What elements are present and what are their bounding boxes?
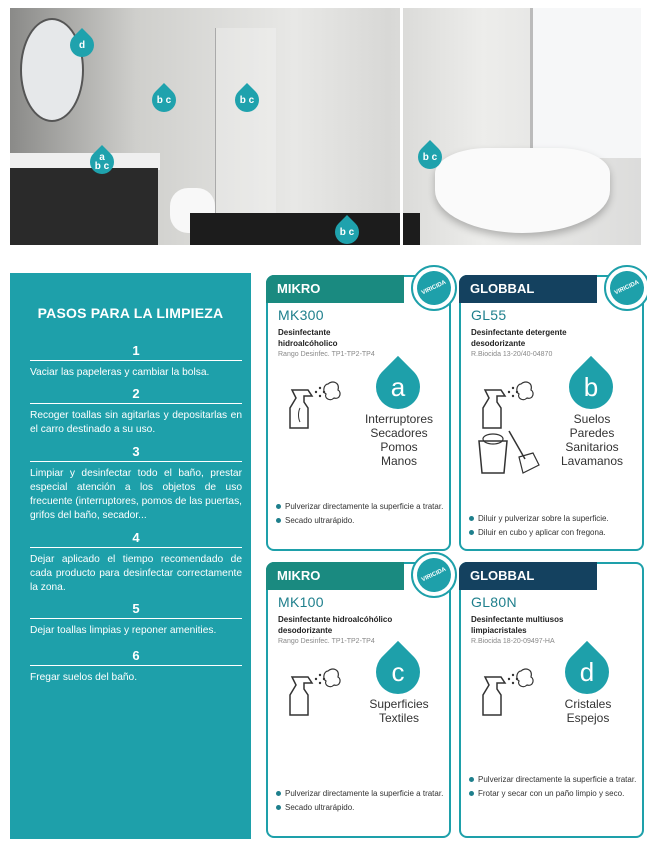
registration: R.Biocida 13-20/40-04870 [471, 351, 553, 358]
product-description: Desinfectante multiusos limpiacristales [471, 615, 564, 635]
location-marker [230, 83, 264, 117]
product-card-mk100 [266, 562, 451, 838]
product-code: GL55 [471, 307, 507, 323]
spray-bottle-icon [282, 372, 342, 430]
instruction-item: Pulverizar directamente la superficie a tratar. [276, 501, 444, 512]
instruction-item: Pulverizar directamente la superficie a tratar. [469, 774, 637, 785]
brand-label: MIKRO [266, 275, 404, 303]
instructions-list [469, 513, 637, 541]
step-number: 5 [30, 601, 242, 619]
registration: Rango Desinfec. TP1-TP2-TP4 [278, 638, 375, 645]
mop-bucket-icon [475, 429, 545, 477]
step-text: Dejar aplicado el tiempo recomendado de cada producto para desinfectar correctamente la zona. [30, 554, 242, 593]
product-description: Desinfectante detergente desodorizante [471, 328, 567, 348]
viricida-badge [604, 265, 647, 311]
usage-letter: c [391, 656, 405, 687]
step-number: 2 [30, 386, 242, 404]
step-5 [30, 601, 242, 638]
steps-title: PASOS PARA LA LIMPIEZA [37, 305, 224, 321]
location-marker [85, 145, 119, 179]
step-text: Fregar suelos del baño. [30, 672, 138, 683]
viricida-badge [411, 265, 457, 311]
registration: Rango Desinfec. TP1-TP2-TP4 [278, 351, 375, 358]
product-code: MK300 [278, 307, 324, 323]
cleaning-steps-panel [10, 273, 251, 839]
bathtub [435, 148, 610, 233]
step-text: Vaciar las papeleras y cambiar la bolsa. [30, 367, 210, 378]
marker-label: d [78, 39, 86, 51]
instruction-item: Diluir en cubo y aplicar con fregona. [469, 527, 637, 538]
usage-letter: a [390, 371, 406, 402]
step-number: 1 [30, 343, 242, 361]
marker-label: b c [239, 94, 255, 106]
viricida-badge [411, 552, 457, 598]
instructions-list [276, 501, 444, 529]
step-number: 6 [30, 648, 242, 666]
product-card-gl80n [459, 562, 644, 838]
letter-drop [556, 641, 618, 703]
location-marker [413, 140, 447, 174]
badge-text: VIRICIDA [411, 265, 456, 310]
marker-label: b c [339, 226, 355, 238]
instruction-item: Diluir y pulverizar sobre la superficie. [469, 513, 637, 524]
step-4 [30, 530, 242, 595]
brand-label: MIKRO [266, 562, 404, 590]
marker-label: a b c [94, 152, 110, 172]
window [530, 8, 641, 158]
marker-label: b c [156, 94, 172, 106]
product-description: Desinfectante hidroalcóhólico desodorizante [278, 615, 393, 635]
badge-text: VIRICIDA [604, 265, 647, 310]
step-text: Dejar toallas limpias y reponer amenities. [30, 625, 217, 636]
instruction-item: Pulverizar directamente la superficie a tratar. [276, 788, 444, 799]
cabinet [10, 168, 158, 245]
marker-label: b c [422, 151, 438, 163]
location-marker [147, 83, 181, 117]
product-code: GL80N [471, 594, 517, 610]
product-description: Desinfectante hidroalcóholico [278, 328, 338, 348]
product-card-gl55 [459, 275, 644, 551]
instruction-item: Secado ultrarápido. [276, 515, 444, 526]
instruction-item: Secado ultrarápido. [276, 802, 444, 813]
floor [190, 213, 420, 245]
brand-label: GLOBBAL [459, 275, 597, 303]
step-6 [30, 648, 242, 685]
badge-text: VIRICIDA [411, 552, 456, 597]
brand-label: GLOBBAL [459, 562, 597, 590]
product-code: MK100 [278, 594, 324, 610]
usage-areas: Interruptores Secadores Pomos Manos [364, 412, 434, 468]
instructions-list [469, 774, 637, 802]
usage-letter: d [579, 656, 595, 687]
shower-glass [215, 28, 276, 218]
instructions-list [276, 788, 444, 816]
step-3 [30, 444, 242, 523]
spray-bottle-icon [475, 659, 535, 717]
step-number: 4 [30, 530, 242, 548]
usage-areas: Superficies Textiles [369, 697, 429, 725]
step-number: 3 [30, 444, 242, 462]
location-marker [330, 215, 364, 249]
step-1 [30, 343, 242, 380]
step-text: Recoger toallas sin agitarlas y depositarlas en el carro destinado a su uso. [30, 410, 242, 435]
registration: R.Biocida 18-20-09497-HA [471, 638, 555, 645]
letter-drop [367, 356, 429, 418]
step-2 [30, 386, 242, 437]
spray-bottle-icon [475, 372, 535, 430]
letter-drop [560, 356, 622, 418]
letter-drop [367, 641, 429, 703]
usage-areas: Cristales Espejos [564, 697, 612, 725]
step-text: Limpiar y desinfectar todo el baño, prestar especial atención a los objetos de uso frecuente (interruptores, pomos de las puertas, grifos del baño, secador... [30, 468, 242, 521]
product-card-mk300 [266, 275, 451, 551]
location-marker [65, 28, 99, 62]
bathroom-photo [10, 8, 641, 245]
usage-areas: Suelos Paredes Sanitarios Lavamanos [560, 412, 624, 468]
divider [400, 8, 403, 245]
instruction-item: Frotar y secar con un paño limpio y seco. [469, 788, 637, 799]
usage-letter: b [583, 371, 599, 402]
spray-bottle-icon [282, 659, 342, 717]
